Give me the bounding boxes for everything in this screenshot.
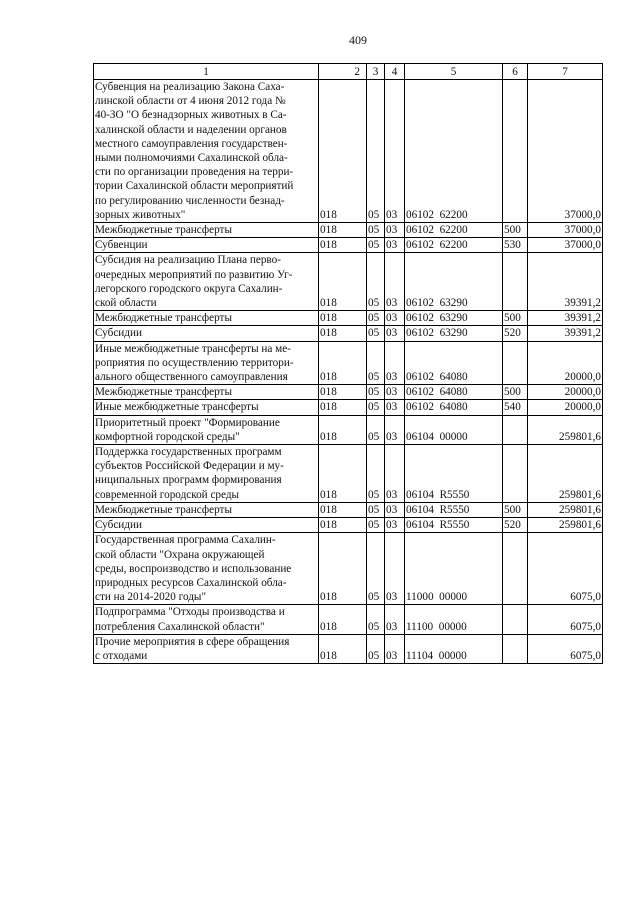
row-subsection-code: 03 (385, 238, 405, 253)
row-description: Межбюджетные трансферты (94, 502, 319, 517)
row-target-article-code: 06104 00000 (405, 415, 503, 444)
row-target-article-code: 06104 R5550 (405, 445, 503, 503)
row-amount: 39391,2 (528, 311, 603, 326)
row-subsection-code: 03 (385, 253, 405, 311)
row-amount: 37000,0 (528, 80, 603, 223)
row-target-article-code: 06102 62200 (405, 238, 503, 253)
table-row (94, 80, 603, 223)
row-section-code: 05 (367, 605, 385, 634)
row-grbs-code: 018 (319, 326, 367, 341)
table-row (94, 400, 603, 415)
row-amount: 20000,0 (528, 385, 603, 400)
row-grbs-code: 018 (319, 400, 367, 415)
row-expense-type-code: 520 (503, 518, 528, 533)
header-col-4: 4 (385, 64, 405, 80)
row-expense-type-code (503, 445, 528, 503)
row-target-article-code: 06104 R5550 (405, 502, 503, 517)
row-section-code: 05 (367, 223, 385, 238)
row-grbs-code: 018 (319, 253, 367, 311)
row-description: Субсидии (94, 326, 319, 341)
row-amount: 37000,0 (528, 223, 603, 238)
table-row (94, 605, 603, 634)
row-description: Подпрограмма "Отходы производства и потребления Сахалинской области" (94, 605, 319, 634)
row-expense-type-code: 500 (503, 502, 528, 517)
row-subsection-code: 03 (385, 533, 405, 605)
table-row (94, 533, 603, 605)
table-row (94, 415, 603, 444)
row-expense-type-code (503, 634, 528, 663)
row-subsection-code: 03 (385, 326, 405, 341)
row-subsection-code: 03 (385, 415, 405, 444)
row-description: Поддержка государственных программ субъектов Российской Федерации и му- ниципальных программ формирования современной городской среды (94, 445, 319, 503)
row-description: Субвенции (94, 238, 319, 253)
row-section-code: 05 (367, 445, 385, 503)
row-expense-type-code (503, 533, 528, 605)
row-grbs-code: 018 (319, 445, 367, 503)
row-description: Субвенция на реализацию Закона Саха- линской области от 4 июня 2012 года № 40-ЗО "О безнадзорных животных в Са- халинской области и наделении органов местного самоуправления государствен- ными полномочиями Сахалинской обла- сти по организации проведения на терри- тории Сахалинской области мероприятий по регулированию численности безнад- зорных животных" (94, 80, 319, 223)
row-amount: 259801,6 (528, 518, 603, 533)
row-expense-type-code: 540 (503, 400, 528, 415)
row-target-article-code: 06102 63290 (405, 326, 503, 341)
row-description: Субсидии (94, 518, 319, 533)
row-grbs-code: 018 (319, 80, 367, 223)
row-amount: 259801,6 (528, 502, 603, 517)
row-amount: 37000,0 (528, 238, 603, 253)
row-subsection-code: 03 (385, 385, 405, 400)
table-row (94, 223, 603, 238)
header-col-7: 7 (528, 64, 603, 80)
row-description: Прочие мероприятия в сфере обращения с отходами (94, 634, 319, 663)
row-target-article-code: 06102 62200 (405, 223, 503, 238)
row-expense-type-code (503, 415, 528, 444)
row-target-article-code: 11100 00000 (405, 605, 503, 634)
row-section-code: 05 (367, 80, 385, 223)
row-target-article-code: 06102 64080 (405, 400, 503, 415)
row-amount: 6075,0 (528, 634, 603, 663)
row-expense-type-code: 530 (503, 238, 528, 253)
row-section-code: 05 (367, 502, 385, 517)
header-col-1: 1 (94, 64, 319, 80)
table-row (94, 502, 603, 517)
header-row (94, 64, 603, 80)
row-grbs-code: 018 (319, 238, 367, 253)
row-subsection-code: 03 (385, 311, 405, 326)
row-description: Приоритетный проект "Формирование комфортной городской среды" (94, 415, 319, 444)
row-amount: 6075,0 (528, 605, 603, 634)
row-subsection-code: 03 (385, 341, 405, 385)
row-grbs-code: 018 (319, 502, 367, 517)
header-col-3: 3 (367, 64, 385, 80)
row-subsection-code: 03 (385, 634, 405, 663)
row-grbs-code: 018 (319, 341, 367, 385)
row-subsection-code: 03 (385, 223, 405, 238)
header-col-2: 2 (319, 64, 367, 80)
row-amount: 259801,6 (528, 415, 603, 444)
row-target-article-code: 11104 00000 (405, 634, 503, 663)
row-target-article-code: 06102 63290 (405, 253, 503, 311)
row-grbs-code: 018 (319, 385, 367, 400)
row-expense-type-code (503, 80, 528, 223)
row-subsection-code: 03 (385, 518, 405, 533)
row-description: Государственная программа Сахалин- ской области "Охрана окружающей среды, воспроизводство и использование природных ресурсов Сахалинской обла- сти на 2014-2020 годы" (94, 533, 319, 605)
row-subsection-code: 03 (385, 502, 405, 517)
row-amount: 6075,0 (528, 533, 603, 605)
table-row (94, 385, 603, 400)
row-subsection-code: 03 (385, 445, 405, 503)
table-row (94, 634, 603, 663)
page-number: 409 (349, 33, 367, 47)
row-amount: 39391,2 (528, 326, 603, 341)
row-target-article-code: 06102 64080 (405, 385, 503, 400)
header-col-6: 6 (503, 64, 528, 80)
row-section-code: 05 (367, 385, 385, 400)
table-row (94, 238, 603, 253)
budget-table (93, 63, 603, 664)
row-description: Иные межбюджетные трансферты на ме- роприятия по осуществлению территори- ального общественного самоуправления (94, 341, 319, 385)
row-grbs-code: 018 (319, 518, 367, 533)
row-amount: 20000,0 (528, 400, 603, 415)
row-section-code: 05 (367, 415, 385, 444)
row-grbs-code: 018 (319, 634, 367, 663)
header-col-5: 5 (405, 64, 503, 80)
row-section-code: 05 (367, 238, 385, 253)
row-description: Межбюджетные трансферты (94, 223, 319, 238)
row-subsection-code: 03 (385, 80, 405, 223)
table-row (94, 445, 603, 503)
row-amount: 259801,6 (528, 445, 603, 503)
row-description: Межбюджетные трансферты (94, 311, 319, 326)
row-subsection-code: 03 (385, 605, 405, 634)
table-row (94, 311, 603, 326)
row-target-article-code: 06102 64080 (405, 341, 503, 385)
row-amount: 20000,0 (528, 341, 603, 385)
row-grbs-code: 018 (319, 223, 367, 238)
row-description: Межбюджетные трансферты (94, 385, 319, 400)
row-section-code: 05 (367, 326, 385, 341)
row-expense-type-code: 500 (503, 385, 528, 400)
row-section-code: 05 (367, 400, 385, 415)
row-section-code: 05 (367, 518, 385, 533)
table-row (94, 326, 603, 341)
table-row (94, 518, 603, 533)
row-target-article-code: 06102 62200 (405, 80, 503, 223)
table-row (94, 341, 603, 385)
table-row (94, 253, 603, 311)
row-expense-type-code (503, 341, 528, 385)
row-expense-type-code: 500 (503, 223, 528, 238)
row-section-code: 05 (367, 311, 385, 326)
row-grbs-code: 018 (319, 415, 367, 444)
row-section-code: 05 (367, 634, 385, 663)
row-grbs-code: 018 (319, 311, 367, 326)
row-section-code: 05 (367, 533, 385, 605)
row-expense-type-code (503, 605, 528, 634)
row-amount: 39391,2 (528, 253, 603, 311)
row-expense-type-code: 520 (503, 326, 528, 341)
row-grbs-code: 018 (319, 533, 367, 605)
row-target-article-code: 06104 R5550 (405, 518, 503, 533)
row-target-article-code: 06102 63290 (405, 311, 503, 326)
row-subsection-code: 03 (385, 400, 405, 415)
row-target-article-code: 11000 00000 (405, 533, 503, 605)
row-section-code: 05 (367, 341, 385, 385)
row-section-code: 05 (367, 253, 385, 311)
row-expense-type-code: 500 (503, 311, 528, 326)
row-description: Иные межбюджетные трансферты (94, 400, 319, 415)
row-expense-type-code (503, 253, 528, 311)
row-description: Субсидия на реализацию Плана перво- очередных мероприятий по развитию Уг- легорского городского округа Сахалин- ской области (94, 253, 319, 311)
row-grbs-code: 018 (319, 605, 367, 634)
table-body (94, 80, 603, 664)
